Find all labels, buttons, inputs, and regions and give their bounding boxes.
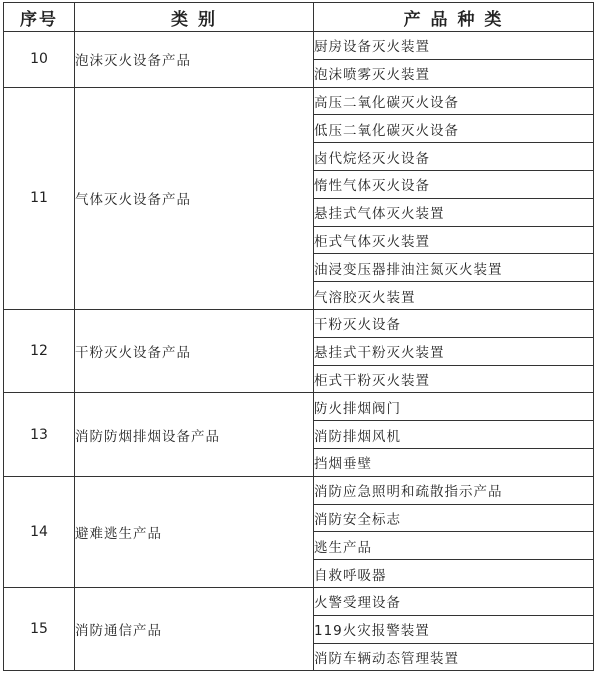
product-cell: 防火排烟阀门 (314, 393, 594, 421)
table-row (4, 87, 594, 115)
row-number: 12 (4, 309, 75, 392)
row-number: 10 (4, 32, 75, 88)
product-cell: 泡沫喷雾灭火装置 (314, 59, 594, 87)
product-cell: 挡烟垂壁 (314, 448, 594, 476)
product-cell: 柜式气体灭火装置 (314, 226, 594, 254)
category-cell: 泡沫灭火设备产品 (75, 32, 314, 88)
product-cell: 干粉灭火设备 (314, 309, 594, 337)
row-number: 15 (4, 587, 75, 670)
header-category: 类 别 (75, 3, 314, 32)
product-cell: 油浸变压器排油注氮灭火装置 (314, 254, 594, 282)
table-row (4, 587, 594, 615)
product-cell: 悬挂式干粉灭火装置 (314, 337, 594, 365)
category-cell: 消防防烟排烟设备产品 (75, 393, 314, 476)
product-cell: 卤代烷烃灭火设备 (314, 143, 594, 171)
product-cell: 消防应急照明和疏散指示产品 (314, 476, 594, 504)
product-cell: 厨房设备灭火装置 (314, 32, 594, 60)
product-cell: 119火灾报警装置 (314, 615, 594, 643)
header-products: 产 品 种 类 (314, 3, 594, 32)
header-no: 序号 (4, 3, 75, 32)
header-row (4, 3, 594, 32)
product-cell: 消防安全标志 (314, 504, 594, 532)
product-cell: 高压二氧化碳灭火设备 (314, 87, 594, 115)
row-number: 11 (4, 87, 75, 309)
category-cell: 干粉灭火设备产品 (75, 309, 314, 392)
table-row (4, 32, 594, 60)
product-cell: 消防车辆动态管理装置 (314, 643, 594, 671)
product-cell: 火警受理设备 (314, 587, 594, 615)
product-cell: 自救呼吸器 (314, 560, 594, 588)
row-number: 14 (4, 476, 75, 587)
table-row (4, 393, 594, 421)
product-cell: 气溶胶灭火装置 (314, 282, 594, 310)
product-cell: 低压二氧化碳灭火设备 (314, 115, 594, 143)
table-body (4, 32, 594, 671)
category-cell: 消防通信产品 (75, 587, 314, 670)
table-row (4, 309, 594, 337)
category-cell: 气体灭火设备产品 (75, 87, 314, 309)
table-row (4, 476, 594, 504)
product-cell: 悬挂式气体灭火装置 (314, 198, 594, 226)
product-cell: 消防排烟风机 (314, 421, 594, 449)
product-cell: 惰性气体灭火设备 (314, 170, 594, 198)
product-catalog-table (3, 2, 594, 671)
product-cell: 柜式干粉灭火装置 (314, 365, 594, 393)
category-cell: 避难逃生产品 (75, 476, 314, 587)
row-number: 13 (4, 393, 75, 476)
product-cell: 逃生产品 (314, 532, 594, 560)
